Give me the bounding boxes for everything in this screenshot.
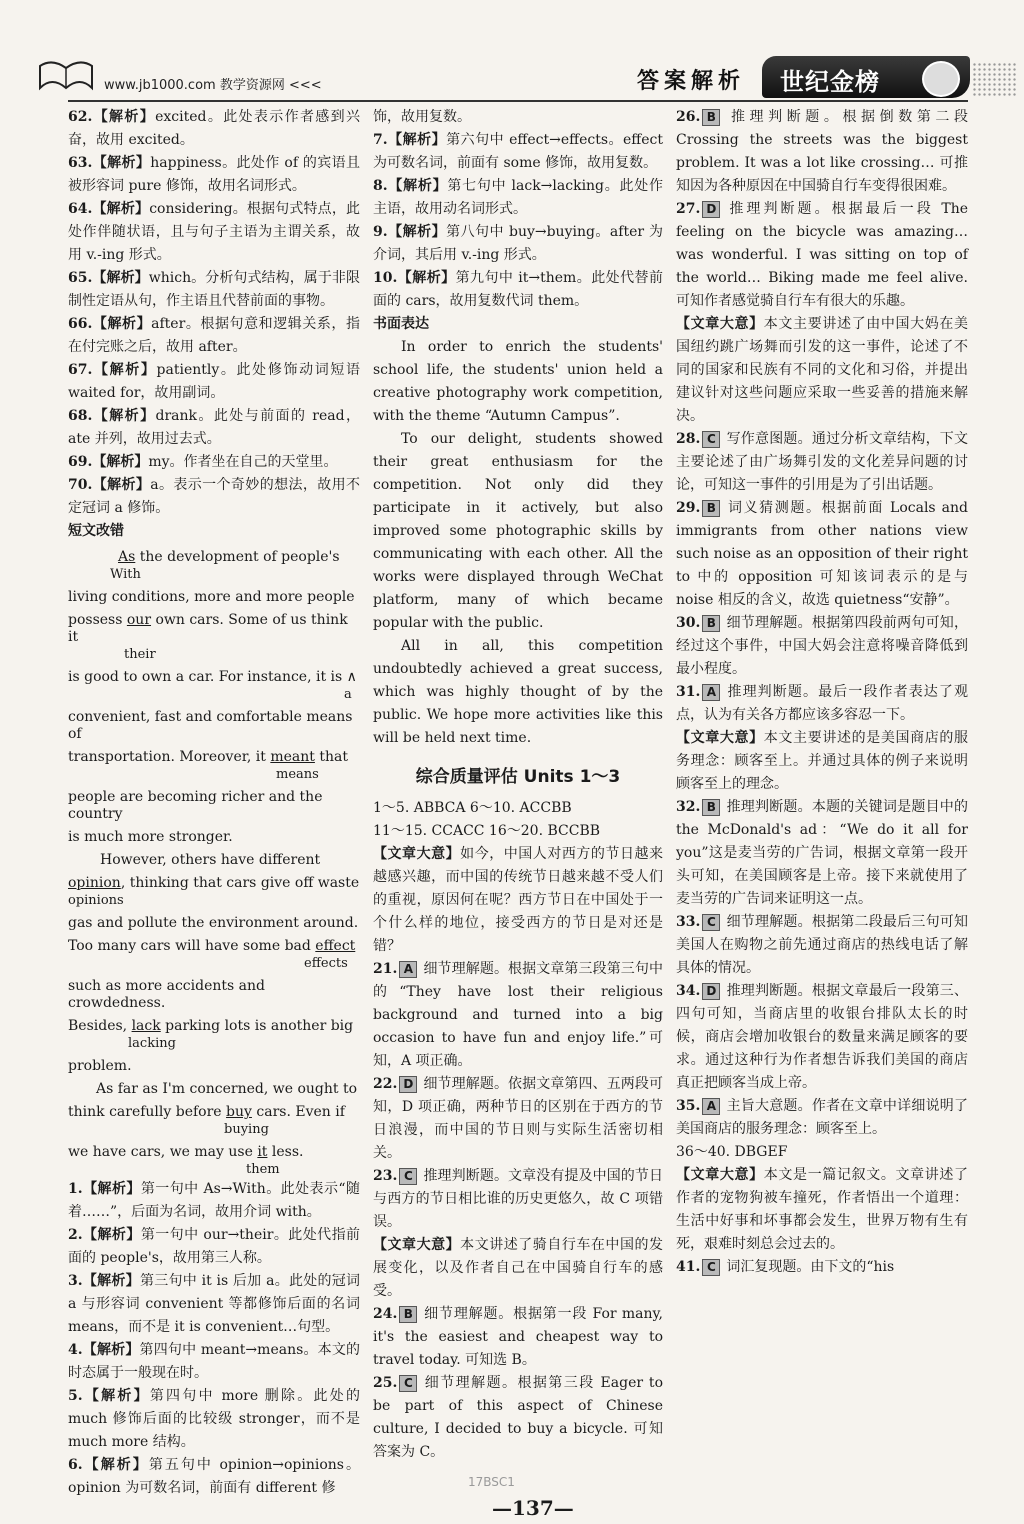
question-item: 22. D 细节理解题。依据文章第四、五两段可知，D 项正确，两种节日的区别在于西方的节日浪漫，而中国的节日则与实际生活密切相关。	[373, 1076, 663, 1161]
brand-name: 世纪金榜	[780, 68, 880, 96]
question-item: 34. D 推理判断题。根据文章最后一段第三、四句可知，当商店里的收银台排队太长的时候，商店会增加收银台的数量来满足顾客的要求。通过这种行为作者想告诉我们美国的商店真正把顾客当成上帝。	[676, 983, 968, 1091]
essay-line: convenient, fast and comfortable means of	[68, 709, 353, 742]
brand-logo	[762, 56, 970, 98]
question-list-24-25	[373, 1303, 663, 1464]
analysis-item: 10.【解析】第九句中 it→them。此处代替前面的 cars，故用复数代词 them。	[373, 270, 663, 309]
analysis-item: 69.【解析】my。作者坐在自己的天堂里。	[68, 454, 338, 470]
article-summary: 【文章大意】本文是一篇记叙文。文章讲述了作者的宠物狗被车撞死，作者悟出一个道理：生活中好事和坏事都会发生，世界万物有生有死，艰难时刻总会过去的。	[676, 1167, 969, 1252]
open-book-icon	[36, 58, 96, 98]
analysis-item: 3.【解析】第三句中 it is 后加 a。此处的冠词 a 与形容词 convenient 等都修饰后面的名词 means，而不是 it is convenient…句型。	[68, 1273, 361, 1335]
article-summary: 【文章大意】如今，中国人对西方的节日越来越感兴趣，而中国的传统节日越来越不受人们的重视，原因何在呢？西方节日在中国处于一个什么样的地位，接受西方的节日是对还是错？	[373, 846, 664, 954]
essay-line: Besides, lack parking lots is another big lacking	[68, 1018, 354, 1051]
answer-letter-box: C	[399, 1375, 417, 1392]
essay-line: opinion, thinking that cars give off waste opinions	[68, 875, 360, 908]
analysis-item: 1.【解析】第一句中 As→With。此处表示“随着……”，后面为名词，故用介词 with。	[68, 1181, 360, 1220]
question-item: 32. B 推理判断题。本题的关键词是题目中的 the McDonald's ad：“We do it all for you”这是麦当劳的广告词，根据文章第一段开头可知，在美国顾客是上帝。接下来就使用了麦当劳的广告词来证明这一点。	[676, 799, 968, 907]
analysis-item: 63.【解析】happiness。此处作 of 的宾语且被形容词 pure 修饰，故用名词形式。	[68, 155, 361, 194]
question-item: 35. A 主旨大意题。作者在文章中详细说明了美国商店的服务理念：顾客至上。	[676, 1098, 968, 1137]
answer-key-line: 36～40. DBGEF	[676, 1144, 788, 1160]
answer-letter-box: A	[702, 1098, 720, 1115]
column-3	[676, 106, 968, 1279]
answer-letter-box: B	[702, 109, 720, 126]
essay-line: Too many cars will have some bad effect effects	[68, 938, 356, 971]
essay-line: is much more stronger.	[68, 829, 233, 845]
analysis-item: 66.【解析】after。根据句意和逻辑关系，指在付完账之后，故用 after。	[68, 316, 360, 355]
analysis-list-1-6	[68, 1178, 360, 1500]
essay-paragraph: All in all, this competition undoubtedly achieved a great success, which was highly thought of by the public. We hope more activities like this will be held next time.	[373, 638, 663, 746]
question-item: 21. A 细节理解题。根据文章第三段第三句中的“They have lost their religious background and turned into a big occasion to have fun and enjoy life.”可知，A 项正确。	[373, 961, 663, 1069]
answer-letter-box: D	[399, 1076, 417, 1093]
globe-icon	[922, 61, 960, 97]
analysis-item: 65.【解析】which。分析句式结构，属于非限制性定语从句，作主语且代替前面的事物。	[68, 270, 360, 309]
analysis-item: 70.【解析】a。表示一个奇妙的想法，故用不定冠词 a 修饰。	[68, 477, 360, 516]
answer-letter-box: C	[702, 431, 720, 448]
essay-line: As far as I'm concerned, we ought to	[96, 1081, 358, 1097]
writing-essay	[373, 336, 663, 750]
essay-paragraph: In order to enrich the students' school life, the students' union held a creative photography work competition, with the theme “Autumn Campus”.	[373, 339, 663, 424]
correction-essay	[68, 549, 360, 1178]
analysis-item: 6.【解析】第五句中 opinion→opinions。opinion 为可数名词，前面有 different 修	[68, 1457, 361, 1496]
article-summary: 【文章大意】本文主要讲述了由中国大妈在美国纽约跳广场舞而引发的这一事件，论述了不同的国家和民族有不同的文化和习俗，并提出建议针对这些问题应采取一些妥善的措施来解决。	[676, 316, 969, 424]
essay-line: we have cars, we may use it less. them	[68, 1144, 304, 1177]
analysis-item: 2.【解析】第一句中 our→their。此处代指前面的 people's，故用第三人称。	[68, 1227, 361, 1266]
essay-line: think carefully before buy cars. Even if buying	[68, 1104, 345, 1137]
answer-letter-box: B	[702, 615, 720, 632]
header-title: 答案解析	[637, 69, 746, 94]
answer-letter-box: C	[399, 1168, 417, 1185]
article-summary: 【文章大意】本文主要讲述的是美国商店的服务理念：顾客至上。并通过具体的例子来说明顾客至上的理念。	[676, 730, 969, 792]
analysis-list-62-70	[68, 106, 360, 520]
analysis-item: 62.【解析】excited。此处表示作者感到兴奋，故用 excited。	[68, 109, 361, 148]
header-rule	[68, 100, 968, 102]
question-item: 29. B 词义猜测题。根据前面 Locals and immigrants from other nations view such noise as an opposition of their right to 中的 opposition 可知该词表示的是与 noise 相反的含义，故选 quietness“安静”。	[676, 500, 968, 608]
question-item: 26. B 推理判断题。根据倒数第二段 Crossing the streets was the biggest problem. It was a lot like crossing… 可推知因为各种原因在中国骑自行车变得很困难。	[676, 109, 968, 194]
answer-key-line: 11～15. CCACC 16～20. BCCBB	[373, 823, 601, 839]
essay-paragraph: To our delight, students showed their great enthusiasm for the competition. Not only did they participate in it actively, but also improved some photographic skills by communicating with each other. All the works were displayed through WeChat platform, many of which became popular with the public.	[373, 431, 663, 631]
question-list-28-31	[676, 428, 968, 727]
analysis-item: 64.【解析】considering。根据句式特点，此处作伴随状语，且与句子主语为主谓关系，故用 v.-ing 形式。	[68, 201, 361, 263]
question-item: 27. D 推理判断题。根据最后一段 The feeling on the bicycle was amazing… was wonderful. I was sitting on top of the world… Biking made me feel alive. 可知作者感觉骑自行车有很大的乐趣。	[676, 201, 968, 309]
question-list-21-23	[373, 958, 663, 1234]
analysis-item: 5.【解析】第四句中 more 删除。此处的 much 修饰后面的比较级 stronger，而不是 much more 结构。	[68, 1388, 360, 1450]
answer-letter-box: B	[702, 500, 720, 517]
answer-letter-box: D	[702, 201, 720, 218]
analysis-item: 7.【解析】第六句中 effect→effects。effect 为可数名词，前面有 some 修饰，故用复数。	[373, 132, 663, 171]
answer-letter-box: D	[702, 983, 720, 1000]
essay-line: people are becoming richer and the country	[68, 789, 323, 822]
page-number: —137—	[492, 1496, 574, 1520]
answer-letter-box: A	[702, 684, 720, 701]
question-41: 41. C 词汇复现题。由下文的“his	[676, 1259, 895, 1275]
question-item: 24. B 细节理解题。根据第一段 For many, it's the easiest and cheapest way to travel today. 可知选 B。	[373, 1306, 663, 1368]
column-2	[373, 106, 663, 1464]
section-heading-correction: 短文改错	[68, 523, 124, 539]
question-item: 28. C 写作意图题。通过分析文章结构，下文主要论述了由广场舞引发的文化差异问题的讨论，可知这一事件的引用是为了引出话题。	[676, 431, 968, 493]
page-header	[0, 0, 1024, 104]
dot-pattern	[972, 62, 1016, 98]
section-heading-writing: 书面表达	[373, 316, 429, 332]
analysis-item: 8.【解析】第七句中 lack→lacking。此处作主语，故用动名词形式。	[373, 178, 664, 217]
site-url: www.jb1000.com 教学资源网 <<<	[104, 78, 322, 93]
analysis-list-7-10	[373, 129, 663, 313]
essay-line: such as more accidents and crowdedness.	[68, 978, 265, 1011]
essay-line: gas and pollute the environment around.	[68, 915, 359, 931]
question-item: 30. B 细节理解题。根据第四段前两句可知，经过这个事件，中国大妈会注意将噪音降低到最小程度。	[676, 615, 968, 677]
answer-letter-box: C	[702, 914, 720, 931]
question-item: 33. C 细节理解题。根据第二段最后三句可知美国人在购物之前先通过商店的热线电话了解具体的情况。	[676, 914, 968, 976]
answer-key-line: 1～5. ABBCA 6～10. ACCBB	[373, 800, 572, 816]
answer-letter-box: B	[702, 799, 720, 816]
analysis-item: 67.【解析】patiently。此处修饰动词短语 waited for，故用副词。	[68, 362, 360, 401]
article-summary: 【文章大意】本文讲述了骑自行车在中国的发展变化，以及作者自己在中国骑自行车的感受。	[373, 1237, 664, 1299]
essay-line: problem.	[68, 1058, 132, 1074]
print-code: 17BSC1	[468, 1475, 515, 1489]
essay-line: As the development of people's With	[110, 549, 340, 582]
question-item: 31. A 推理判断题。最后一段作者表达了观点，认为有关各方都应该多容忍一下。	[676, 684, 968, 723]
column-1	[68, 106, 360, 1500]
answer-letter-box: B	[399, 1306, 417, 1323]
unit-assessment-title: 综合质量评估 Units 1～3	[415, 767, 621, 787]
analysis-item: 4.【解析】第四句中 meant→means。本文的时态属于一般现在时。	[68, 1342, 360, 1381]
essay-line: transportation. Moreover, it meant that means	[68, 749, 348, 782]
analysis-item: 68.【解析】drank。此处与前面的 read，ate 并列，故用过去式。	[68, 408, 360, 447]
answer-letter-box: A	[399, 961, 417, 978]
question-list-26-27	[676, 106, 968, 313]
essay-line: possess our own cars. Some of us think it their	[68, 612, 348, 662]
essay-line: is good to own a car. For instance, it is ∧ a	[68, 669, 357, 702]
analysis-item: 9.【解析】第八句中 buy→buying。after 为介词，其后用 v.-ing 形式。	[373, 224, 663, 263]
essay-line: However, others have different	[100, 852, 321, 868]
question-item: 25. C 细节理解题。根据第三段 Eager to be part of this aspect of Chinese culture, I decided to buy a bicycle. 可知答案为 C。	[373, 1375, 663, 1460]
question-list-32-35	[676, 796, 968, 1141]
question-item: 23. C 推理判断题。文章没有提及中国的节日与西方的节日相比谁的历史更悠久，故 C 项错误。	[373, 1168, 663, 1230]
essay-line: living conditions, more and more people	[68, 589, 355, 605]
continued-text: 饰，故用复数。	[373, 109, 471, 125]
